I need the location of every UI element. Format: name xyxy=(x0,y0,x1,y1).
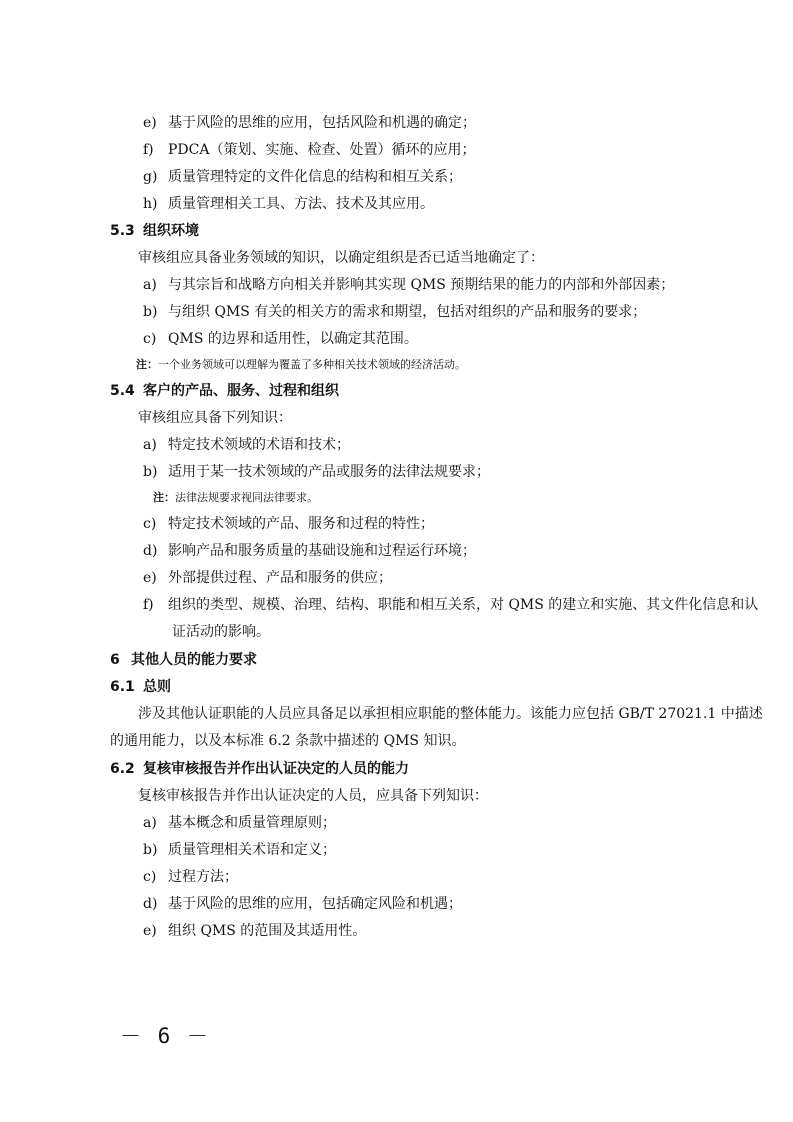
list-item-text: 基于风险的思维的应用，包括风险和机遇的确定； xyxy=(168,115,476,131)
list-item-label: b) xyxy=(143,304,158,320)
note xyxy=(136,357,466,373)
list-item-label: c) xyxy=(143,869,157,885)
list-item-label: e) xyxy=(143,923,157,939)
list-item-label: a) xyxy=(143,815,157,831)
list-item-label: g) xyxy=(143,169,158,185)
section-number: 6.1 xyxy=(110,679,135,695)
section-title: 总则 xyxy=(143,679,171,695)
list-item-label: a) xyxy=(143,437,157,453)
paragraph-line: 的通用能力，以及本标准 6.2 条款中描述的 QMS 知识。 xyxy=(110,733,466,749)
list-item-text: 组织 QMS 的范围及其适用性。 xyxy=(168,923,367,939)
list-item-label: f) xyxy=(143,142,154,158)
list-item-label: e) xyxy=(143,115,157,131)
list-item-label: a) xyxy=(143,277,157,293)
section-title: 复核审核报告并作出认证决定的人员的能力 xyxy=(143,761,409,777)
page-number: － 6 － xyxy=(120,1024,210,1048)
section-intro: 复核审核报告并作出认证决定的人员，应具备下列知识： xyxy=(138,788,488,804)
list-item-text: 基于风险的思维的应用，包括确定风险和机遇； xyxy=(168,896,462,912)
list-item-text: 特定技术领域的术语和技术； xyxy=(168,437,350,453)
section-number: 6 xyxy=(110,652,120,668)
section-title: 客户的产品、服务、过程和组织 xyxy=(143,383,339,399)
list-item-continuation: 证活动的影响。 xyxy=(172,624,270,640)
list-item-label: c) xyxy=(143,331,157,347)
list-item-text: QMS 的边界和适用性，以确定其范围。 xyxy=(168,331,418,347)
note xyxy=(153,490,318,506)
list-item-label: c) xyxy=(143,516,157,532)
section-intro: 审核组应具备业务领域的知识，以确定组织是否已适当地确定了： xyxy=(138,250,544,266)
list-item-label: d) xyxy=(143,896,158,912)
section-number: 6.2 xyxy=(110,761,135,777)
section-intro: 审核组应具备下列知识： xyxy=(138,410,292,426)
section-number: 5.4 xyxy=(110,383,135,399)
list-item-text: 特定技术领域的产品、服务和过程的特性； xyxy=(168,516,434,532)
section-title: 其他人员的能力要求 xyxy=(131,652,257,668)
list-item-label: e) xyxy=(143,570,157,586)
list-item-text: 基本概念和质量管理原则； xyxy=(168,815,336,831)
list-item-text: 质量管理相关术语和定义； xyxy=(168,842,336,858)
list-item-text: 质量管理相关工具、方法、技术及其应用。 xyxy=(168,196,434,212)
list-item-text: PDCA（策划、实施、检查、处置）循环的应用； xyxy=(168,142,476,158)
list-item-text: 影响产品和服务质量的基础设施和过程运行环境； xyxy=(168,543,476,559)
paragraph-line: 涉及其他认证职能的人员应具备足以承担相应职能的整体能力。该能力应包括 GB/T 27021.1 中描述 xyxy=(138,706,763,722)
list-item-label: b) xyxy=(143,842,158,858)
list-item-text: 外部提供过程、产品和服务的供应； xyxy=(168,570,392,586)
note-text: 法律法规要求视同法律要求。 xyxy=(175,491,318,504)
note-label: 注： xyxy=(153,491,175,504)
list-item-text: 适用于某一技术领域的产品或服务的法律法规要求； xyxy=(168,464,490,480)
note-label: 注： xyxy=(136,358,158,371)
list-item-text: 组织的类型、规模、治理、结构、职能和相互关系，对 QMS 的建立和实施、其文件化信息和认 xyxy=(168,597,759,613)
list-item-text: 质量管理特定的文件化信息的结构和相互关系； xyxy=(168,169,462,185)
list-item-label: h) xyxy=(143,196,158,212)
list-item-text: 过程方法； xyxy=(168,869,238,885)
list-item-label: f) xyxy=(143,597,154,613)
list-item-label: d) xyxy=(143,543,158,559)
section-title: 组织环境 xyxy=(143,223,199,239)
list-item-text: 与其宗旨和战略方向相关并影响其实现 QMS 预期结果的能力的内部和外部因素； xyxy=(168,277,675,293)
section-number: 5.3 xyxy=(110,223,135,239)
note-text: 一个业务领域可以理解为覆盖了多种相关技术领域的经济活动。 xyxy=(158,358,466,371)
list-item-label: b) xyxy=(143,464,158,480)
list-item-text: 与组织 QMS 有关的相关方的需求和期望，包括对组织的产品和服务的要求； xyxy=(168,304,647,320)
